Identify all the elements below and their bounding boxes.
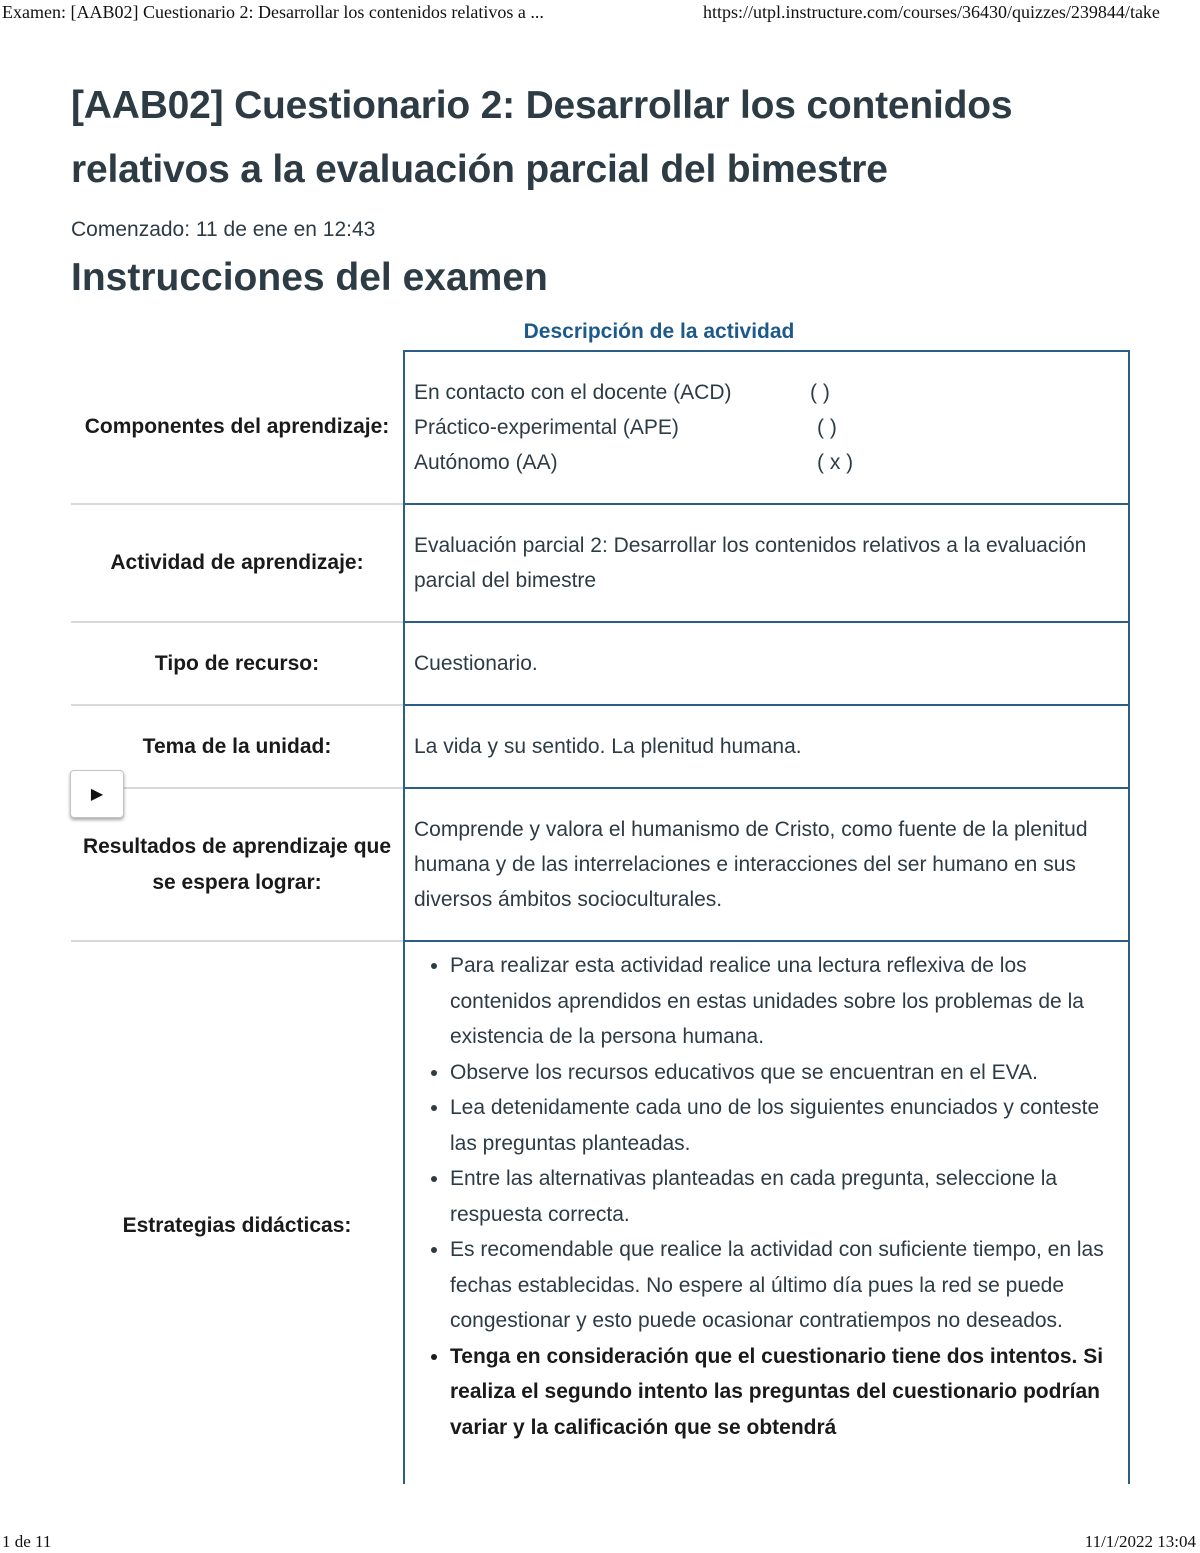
- components-value: [404, 351, 1129, 504]
- results-label: Resultados de aprendizaje que se espera lograr:: [71, 788, 404, 941]
- activity-table: [71, 350, 1130, 1484]
- component-text: Práctico-experimental (APE): [414, 416, 679, 439]
- print-footer: [0, 1532, 1200, 1553]
- table-row: [71, 941, 1129, 1484]
- component-text: Autónomo (AA): [414, 451, 558, 474]
- component-line: [414, 445, 1120, 480]
- results-value: Comprende y valora el humanismo de Cristo, como fuente de la plenitud humana y de las interrelaciones e interacciones del ser humano en sus diversos ámbitos socioculturales.: [404, 788, 1129, 941]
- component-line: [414, 410, 1120, 445]
- play-button[interactable]: [70, 770, 124, 818]
- strategies-label: Estrategias didácticas:: [71, 941, 404, 1484]
- list-item: • Observe los recursos educativos que se encuentran en el EVA.: [450, 1055, 1120, 1091]
- list-item: • Tenga en consideración que el cuestionario tiene dos intentos. Si realiza el segundo intento las preguntas del cuestionario podrían variar y la calificación que se obtendrá: [450, 1339, 1120, 1446]
- components-label: Componentes del aprendizaje:: [84, 415, 390, 438]
- component-mark: ( ): [810, 381, 830, 404]
- print-header-title: Examen: [AAB02] Cuestionario 2: Desarrollar los contenidos relativos a ...: [2, 2, 544, 22]
- quiz-content: [71, 74, 1131, 1484]
- unit-label: Tema de la unidad:: [71, 705, 404, 788]
- page-number: 1 de 11: [2, 1532, 52, 1551]
- strategies-list: [414, 948, 1120, 1445]
- play-icon: ▶: [90, 786, 104, 803]
- unit-value: La vida y su sentido. La plenitud humana.: [404, 705, 1129, 788]
- table-row: [71, 705, 1129, 788]
- table-row: [71, 504, 1129, 622]
- instructions-heading: Instrucciones del examen: [71, 256, 548, 299]
- print-datetime: 11/1/2022 13:04: [1084, 1532, 1196, 1551]
- table-row: [71, 351, 1129, 504]
- activity-value: Evaluación parcial 2: Desarrollar los contenidos relativos a la evaluación parcial del bimestre: [404, 504, 1129, 622]
- list-item: • Para realizar esta actividad realice una lectura reflexiva de los contenidos aprendidos en estas unidades sobre los problemas de la existencia de la persona humana.: [450, 948, 1120, 1055]
- table-row: [71, 622, 1129, 705]
- list-item: • Entre las alternativas planteadas en cada pregunta, seleccione la respuesta correcta.: [450, 1161, 1120, 1232]
- component-mark: ( x ): [817, 451, 854, 474]
- component-line: [414, 375, 1120, 410]
- list-item: • Es recomendable que realice la actividad con suficiente tiempo, en las fechas establecidas. No espere al último día pues la red se puede congestionar y esto puede ocasionar contratiempos no deseados.: [450, 1232, 1120, 1339]
- component-text: En contacto con el docente (ACD): [414, 381, 732, 404]
- print-header-url: https://utpl.instructure.com/courses/36430/quizzes/239844/take: [703, 2, 1160, 22]
- table-row: [71, 788, 1129, 941]
- activity-label: Actividad de aprendizaje:: [71, 504, 404, 622]
- resource-value: Cuestionario.: [404, 622, 1129, 705]
- print-header: [0, 0, 1200, 26]
- component-mark: ( ): [817, 416, 837, 439]
- activity-table-caption: Descripción de la actividad: [523, 320, 795, 343]
- page-title: [AAB02] Cuestionario 2: Desarrollar los contenidos relativos a la evaluación parcial del bimestre: [71, 84, 1013, 191]
- started-timestamp: Comenzado: 11 de ene en 12:43: [71, 218, 376, 241]
- resource-label: Tipo de recurso:: [71, 622, 404, 705]
- strategies-value: [404, 941, 1129, 1484]
- list-item: • Lea detenidamente cada uno de los siguientes enunciados y conteste las preguntas planteadas.: [450, 1090, 1120, 1161]
